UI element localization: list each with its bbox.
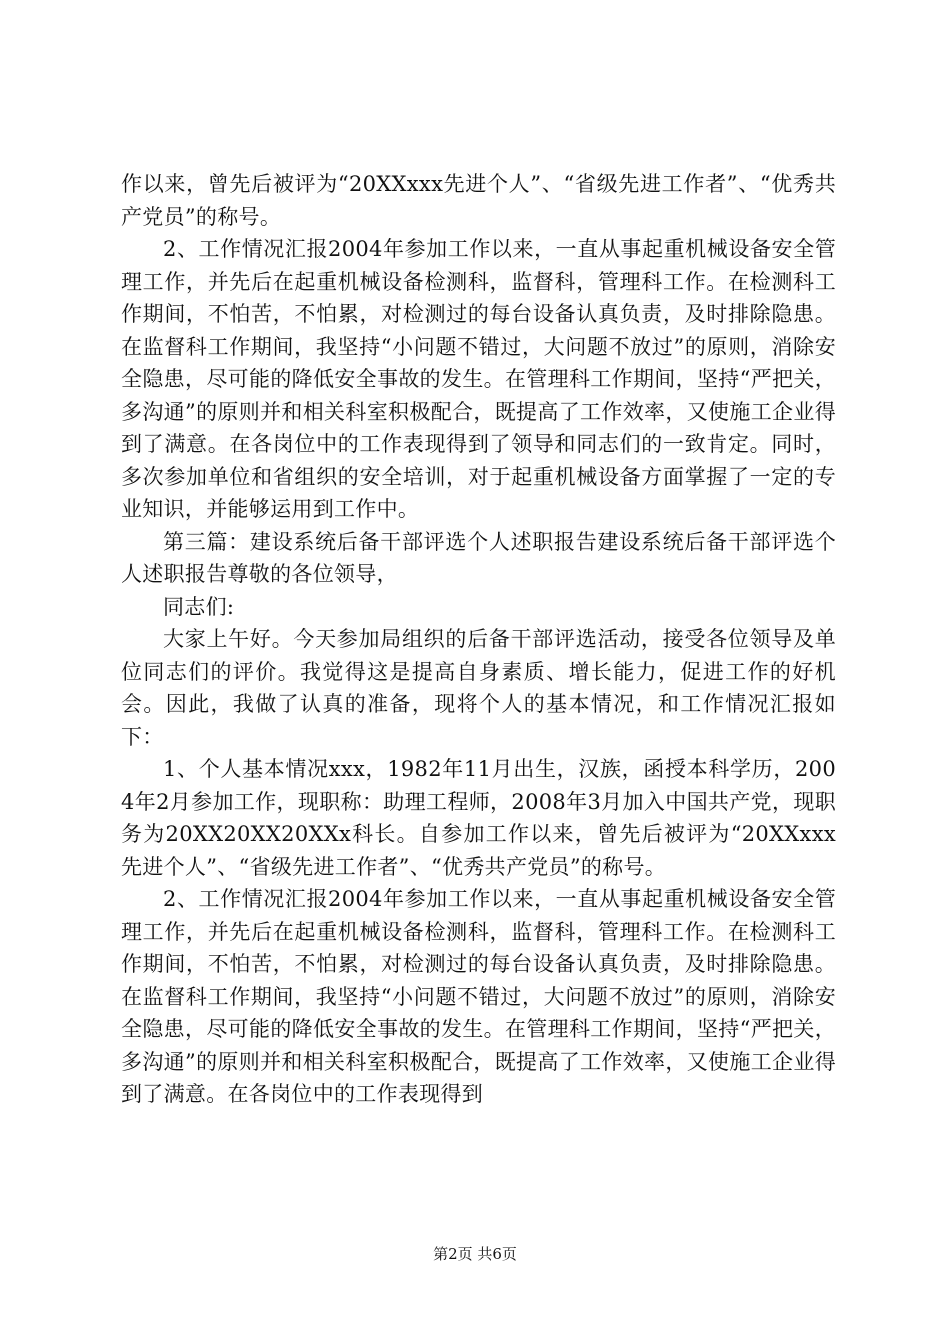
- paragraph-greeting: 大家上午好。今天参加局组织的后备干部评选活动，接受各位领导及单位同志们的评价。我觉得这是提高自身素质、增长能力，促进工作的好机会。因此，我做了认真的准备，现将个人的基本情况，和工作情况汇报如下：: [121, 627, 836, 749]
- document-body: [121, 168, 836, 1111]
- paragraph-personal-info: 1、个人基本情况xxx，1982年11月出生，汉族，函授本科学历，2004年2月参加工作，现职称：助理工程师，2008年3月加入中国共产党，现职务为20XX20XX20XXx科长。自参加工作以来，曾先后被评为“20XXxxx先进个人”、“省级先进工作者”、“优秀共产党员”的称号。: [121, 757, 836, 879]
- paragraph-continuation: 作以来，曾先后被评为“20XXxxx先进个人”、“省级先进工作者”、“优秀共产党员”的称号。: [121, 172, 836, 229]
- paragraph-work-report: 2、工作情况汇报2004年参加工作以来，一直从事起重机械设备安全管理工作，并先后在起重机械设备检测科，监督科，管理科工作。在检测科工作期间，不怕苦，不怕累，对检测过的每台设备认真负责，及时排除隐患。在监督科工作期间，我坚持“小问题不错过，大问题不放过”的原则，消除安全隐患，尽可能的降低安全事故的发生。在管理科工作期间，坚持“严把关，多沟通”的原则并和相关科室积极配合，既提高了工作效率，又使施工企业得到了满意。在各岗位中的工作表现得到了领导和同志们的一致肯定。同时，多次参加单位和省组织的安全培训，对于起重机械设备方面掌握了一定的专业知识，并能够运用到工作中。: [121, 237, 836, 521]
- paragraph-salutation: 同志们:: [163, 594, 235, 619]
- paragraph-section-title: 第三篇：建设系统后备干部评选个人述职报告建设系统后备干部评选个人述职报告尊敬的各位领导，: [121, 529, 836, 586]
- page-footer: 第2页 共6页: [433, 1245, 517, 1263]
- paragraph-work-report-repeat: 2、工作情况汇报2004年参加工作以来，一直从事起重机械设备安全管理工作，并先后在起重机械设备检测科，监督科，管理科工作。在检测科工作期间，不怕苦，不怕累，对检测过的每台设备认真负责，及时排除隐患。在监督科工作期间，我坚持“小问题不错过，大问题不放过”的原则，消除安全隐患，尽可能的降低安全事故的发生。在管理科工作期间，坚持“严把关，多沟通”的原则并和相关科室积极配合，既提高了工作效率，又使施工企业得到了满意。在各岗位中的工作表现得到: [121, 887, 836, 1106]
